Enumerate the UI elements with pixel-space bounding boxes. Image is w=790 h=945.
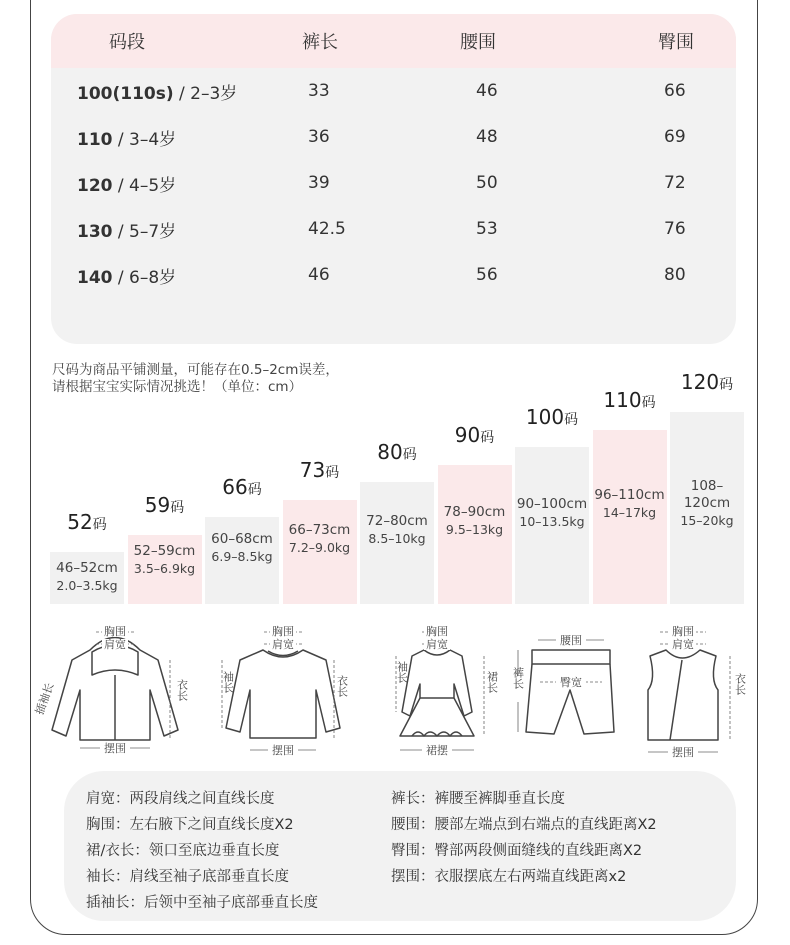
- size-step-label: [128, 493, 202, 517]
- size-table: [51, 14, 736, 344]
- size-unit: 码: [480, 429, 495, 446]
- size-number: 52: [67, 510, 93, 534]
- size-step-block: [50, 552, 124, 604]
- row-length: 33: [308, 81, 330, 101]
- size-step-block: [283, 500, 357, 605]
- height-range: 78–90cm: [443, 504, 506, 521]
- table-row: [51, 252, 736, 298]
- size-unit: 码: [719, 377, 734, 393]
- row-length: 46: [308, 265, 330, 285]
- height-range: 96–110cm: [594, 486, 665, 503]
- height-range: 108–120cm: [683, 478, 731, 511]
- size-step: [50, 510, 124, 604]
- row-age: / 6–8岁: [112, 267, 177, 288]
- chest-label: 胸围: [426, 625, 448, 638]
- row-waist: 46: [476, 81, 498, 101]
- height-range: 60–68cm: [211, 530, 273, 547]
- header-waist: 腰围: [460, 32, 496, 53]
- weight-range: 14–17kg: [602, 504, 657, 520]
- vest-diagram: [630, 620, 755, 769]
- shoulder-label: 肩宽: [672, 638, 694, 651]
- weight-range: 6.9–8.5kg: [211, 548, 273, 564]
- size-number: 73: [299, 457, 326, 482]
- skirt-length-label: 裙长: [485, 671, 499, 693]
- size-number: 120: [680, 370, 720, 394]
- size-number: 110: [603, 387, 642, 412]
- row-length: 36: [308, 127, 330, 147]
- hem-label: 摆围: [104, 742, 126, 755]
- def-chest: 胸围：左右腋下之间直线长度X2: [86, 817, 294, 833]
- pants-length-label: 裤长: [511, 667, 525, 689]
- length-label: 衣长: [335, 675, 349, 697]
- row-age: / 3–4岁: [112, 129, 177, 150]
- row-length: 39: [308, 173, 330, 193]
- row-hip: 69: [664, 127, 686, 147]
- chest-label: 胸围: [104, 625, 126, 638]
- row-hip: 76: [664, 219, 686, 239]
- note-line-2: 请根据宝宝实际情况挑选！（单位：cm）: [52, 379, 303, 395]
- table-row: [51, 68, 736, 114]
- weight-range: 3.5–6.9kg: [133, 560, 196, 576]
- chest-label: 胸围: [672, 625, 694, 638]
- weight-range: 15–20kg: [680, 513, 734, 528]
- size-step-label: [205, 475, 279, 499]
- garment-diagrams: [32, 620, 760, 770]
- row-waist: 56: [476, 265, 498, 285]
- def-waist: 腰围：腰部左端点到右端点的直线距离X2: [391, 817, 657, 833]
- size-unit: 码: [325, 464, 340, 481]
- size-unit: 码: [247, 482, 262, 498]
- def-hem: 摆围：衣服摆底左右两端直线距离x2: [391, 869, 627, 885]
- hem-label: 摆围: [672, 746, 694, 759]
- height-range: 66–73cm: [288, 521, 351, 538]
- raglan-label: 插袖长: [32, 681, 57, 717]
- weight-range: 8.5–10kg: [368, 531, 426, 546]
- weight-range: 2.0–3.5kg: [56, 578, 118, 593]
- table-row: [51, 114, 736, 160]
- table-row: [51, 160, 736, 206]
- def-length: 裙/衣长：领口至底边垂直长度: [86, 843, 280, 859]
- size-unit: 码: [402, 447, 417, 463]
- weight-range: 10–13.5kg: [519, 513, 585, 529]
- note-line-1: 尺码为商品平铺测量，可能存在0.5–2cm误差，: [52, 362, 339, 378]
- def-pants-length: 裤长：裤腰至裤脚垂直长度: [391, 791, 565, 807]
- size-step: [205, 475, 279, 604]
- measurement-definitions: [64, 771, 736, 921]
- height-range: 46–52cm: [56, 560, 118, 576]
- size-unit: 码: [641, 394, 656, 411]
- sleeve-label: 袖长: [221, 671, 235, 693]
- table-row: [51, 206, 736, 252]
- height-range: 90–100cm: [516, 495, 588, 512]
- row-hip: 66: [664, 81, 686, 101]
- shoulder-label: 肩宽: [426, 638, 448, 651]
- waist-label: 腰围: [560, 634, 582, 647]
- chest-label: 胸围: [272, 625, 294, 638]
- size-step-label: [50, 510, 124, 534]
- row-size: 100(110s): [77, 83, 174, 104]
- height-range: 72–80cm: [366, 513, 428, 529]
- size-number: 59: [144, 492, 171, 517]
- size-step-block: [360, 482, 434, 604]
- size-unit: 码: [170, 499, 185, 516]
- size-step-block: [593, 430, 667, 605]
- row-waist: 48: [476, 127, 498, 147]
- size-staircase: [50, 372, 750, 604]
- sleeve-label: 袖长: [395, 661, 409, 683]
- height-range: 52–59cm: [133, 542, 196, 559]
- shoulder-label: 肩宽: [272, 638, 294, 651]
- size-step-block: [670, 412, 744, 604]
- def-sleeve: 袖长：肩线至袖子底部垂直长度: [86, 869, 289, 885]
- hoodie-diagram: [32, 620, 190, 769]
- sweater-diagram: [208, 620, 358, 769]
- size-step: [515, 405, 589, 604]
- size-number: 100: [525, 405, 565, 429]
- row-age: / 5–7岁: [112, 221, 177, 242]
- skirt-hem-label: 裙摆: [426, 744, 448, 757]
- row-hip: 72: [664, 173, 686, 193]
- size-step-label: [360, 440, 434, 464]
- row-hip: 80: [664, 265, 686, 285]
- size-step-block: [438, 465, 512, 605]
- row-size: 120: [77, 175, 113, 196]
- row-length: 42.5: [308, 219, 346, 239]
- size-step-block: [515, 447, 589, 604]
- size-step: [593, 388, 667, 605]
- size-number: 66: [222, 475, 248, 499]
- def-shoulder: 肩宽：两段肩线之间直线长度: [86, 791, 275, 807]
- table-header: [51, 14, 736, 68]
- size-step-label: [515, 405, 589, 429]
- size-step-block: [128, 535, 202, 605]
- row-waist: 50: [476, 173, 498, 193]
- pants-diagram: [510, 620, 630, 769]
- size-step-label: [438, 423, 512, 447]
- row-size: 110: [77, 129, 113, 150]
- shoulder-label: 肩宽: [104, 638, 126, 651]
- size-step: [128, 493, 202, 605]
- size-step-label: [670, 370, 744, 394]
- hip-label: 臀宽: [560, 676, 582, 689]
- weight-range: 9.5–13kg: [445, 522, 504, 538]
- header-hip: 臀围: [658, 32, 694, 53]
- length-label: 衣长: [733, 673, 747, 695]
- size-step: [438, 423, 512, 605]
- size-step-block: [205, 517, 279, 604]
- row-waist: 53: [476, 219, 498, 239]
- size-unit: 码: [564, 412, 579, 428]
- length-label: 衣长: [175, 679, 189, 701]
- size-number: 80: [377, 440, 403, 464]
- size-number: 90: [454, 422, 481, 447]
- size-step-label: [283, 458, 357, 482]
- size-step: [670, 370, 744, 604]
- def-hip: 臀围：臀部两段侧面缝线的直线距离X2: [391, 843, 643, 859]
- weight-range: 7.2–9.0kg: [288, 539, 351, 555]
- row-size: 140: [77, 267, 113, 288]
- dress-diagram: [362, 620, 512, 769]
- row-age: / 4–5岁: [112, 175, 177, 196]
- size-step: [283, 458, 357, 605]
- header-length: 裤长: [302, 32, 338, 53]
- row-age: / 2–3岁: [173, 83, 238, 104]
- size-step-label: [593, 388, 667, 412]
- hem-label: 摆围: [272, 744, 294, 757]
- size-step: [360, 440, 434, 604]
- def-raglan: 插袖长：后领中至袖子底部垂直长度: [86, 895, 318, 911]
- size-unit: 码: [92, 517, 107, 533]
- row-size: 130: [77, 221, 113, 242]
- header-size: 码段: [109, 32, 145, 53]
